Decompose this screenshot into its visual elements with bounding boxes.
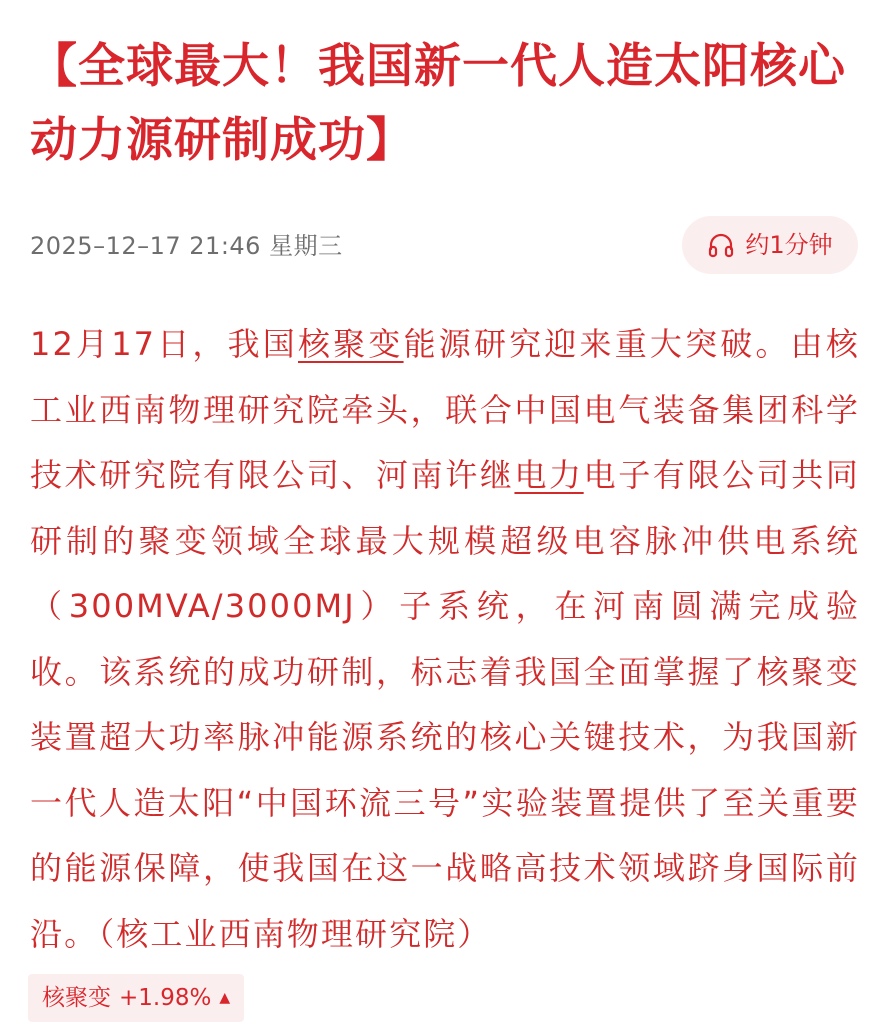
stock-name: 核聚变 <box>42 985 111 1011</box>
listen-button[interactable] <box>682 216 858 274</box>
stock-tag-button[interactable] <box>28 974 244 1022</box>
publish-datetime <box>30 230 343 262</box>
article-body <box>30 312 860 967</box>
stock-change: +1.98% <box>119 985 212 1011</box>
body-text-part-1: 12月17日，我国 <box>30 325 298 363</box>
up-triangle-icon: ▲ <box>219 990 231 1006</box>
body-text-part-3: 电子有限公司共同研制的聚变领域全球最大规模超级电容脉冲供电系统（300MVA/3000MJ）子系统，在河南圆满完成验收。该系统的成功研制，标志着我国全面掌握了核聚变装置超大功率脉冲能源系统的核心关键技术，为我国新一代人造太阳“中国环流三号”实验装置提供了至关重要的能源保障，使我国在这一战略高技术领域跻身国际前沿。（核工业西南物理研究院） <box>30 456 860 953</box>
publish-weekday: 星期三 <box>269 232 343 260</box>
publish-date: 2025–12–17 21:46 <box>30 232 261 260</box>
keyword-link-electric-power[interactable]: 电力 <box>514 456 584 494</box>
article-title: 【全球最大！我国新一代人造太阳核心动力源研制成功】 <box>30 39 846 168</box>
body-text-part-2: 能源研究迎来重大突破。由核工业西南物理研究院牵头，联合中国电气装备集团科学技术研究院有限公司、河南许继 <box>30 325 860 494</box>
article-meta <box>30 216 858 276</box>
keyword-link-nuclear-fusion[interactable]: 核聚变 <box>297 325 404 363</box>
headphones-icon <box>707 232 735 258</box>
read-time-label: 约1分钟 <box>745 231 833 259</box>
